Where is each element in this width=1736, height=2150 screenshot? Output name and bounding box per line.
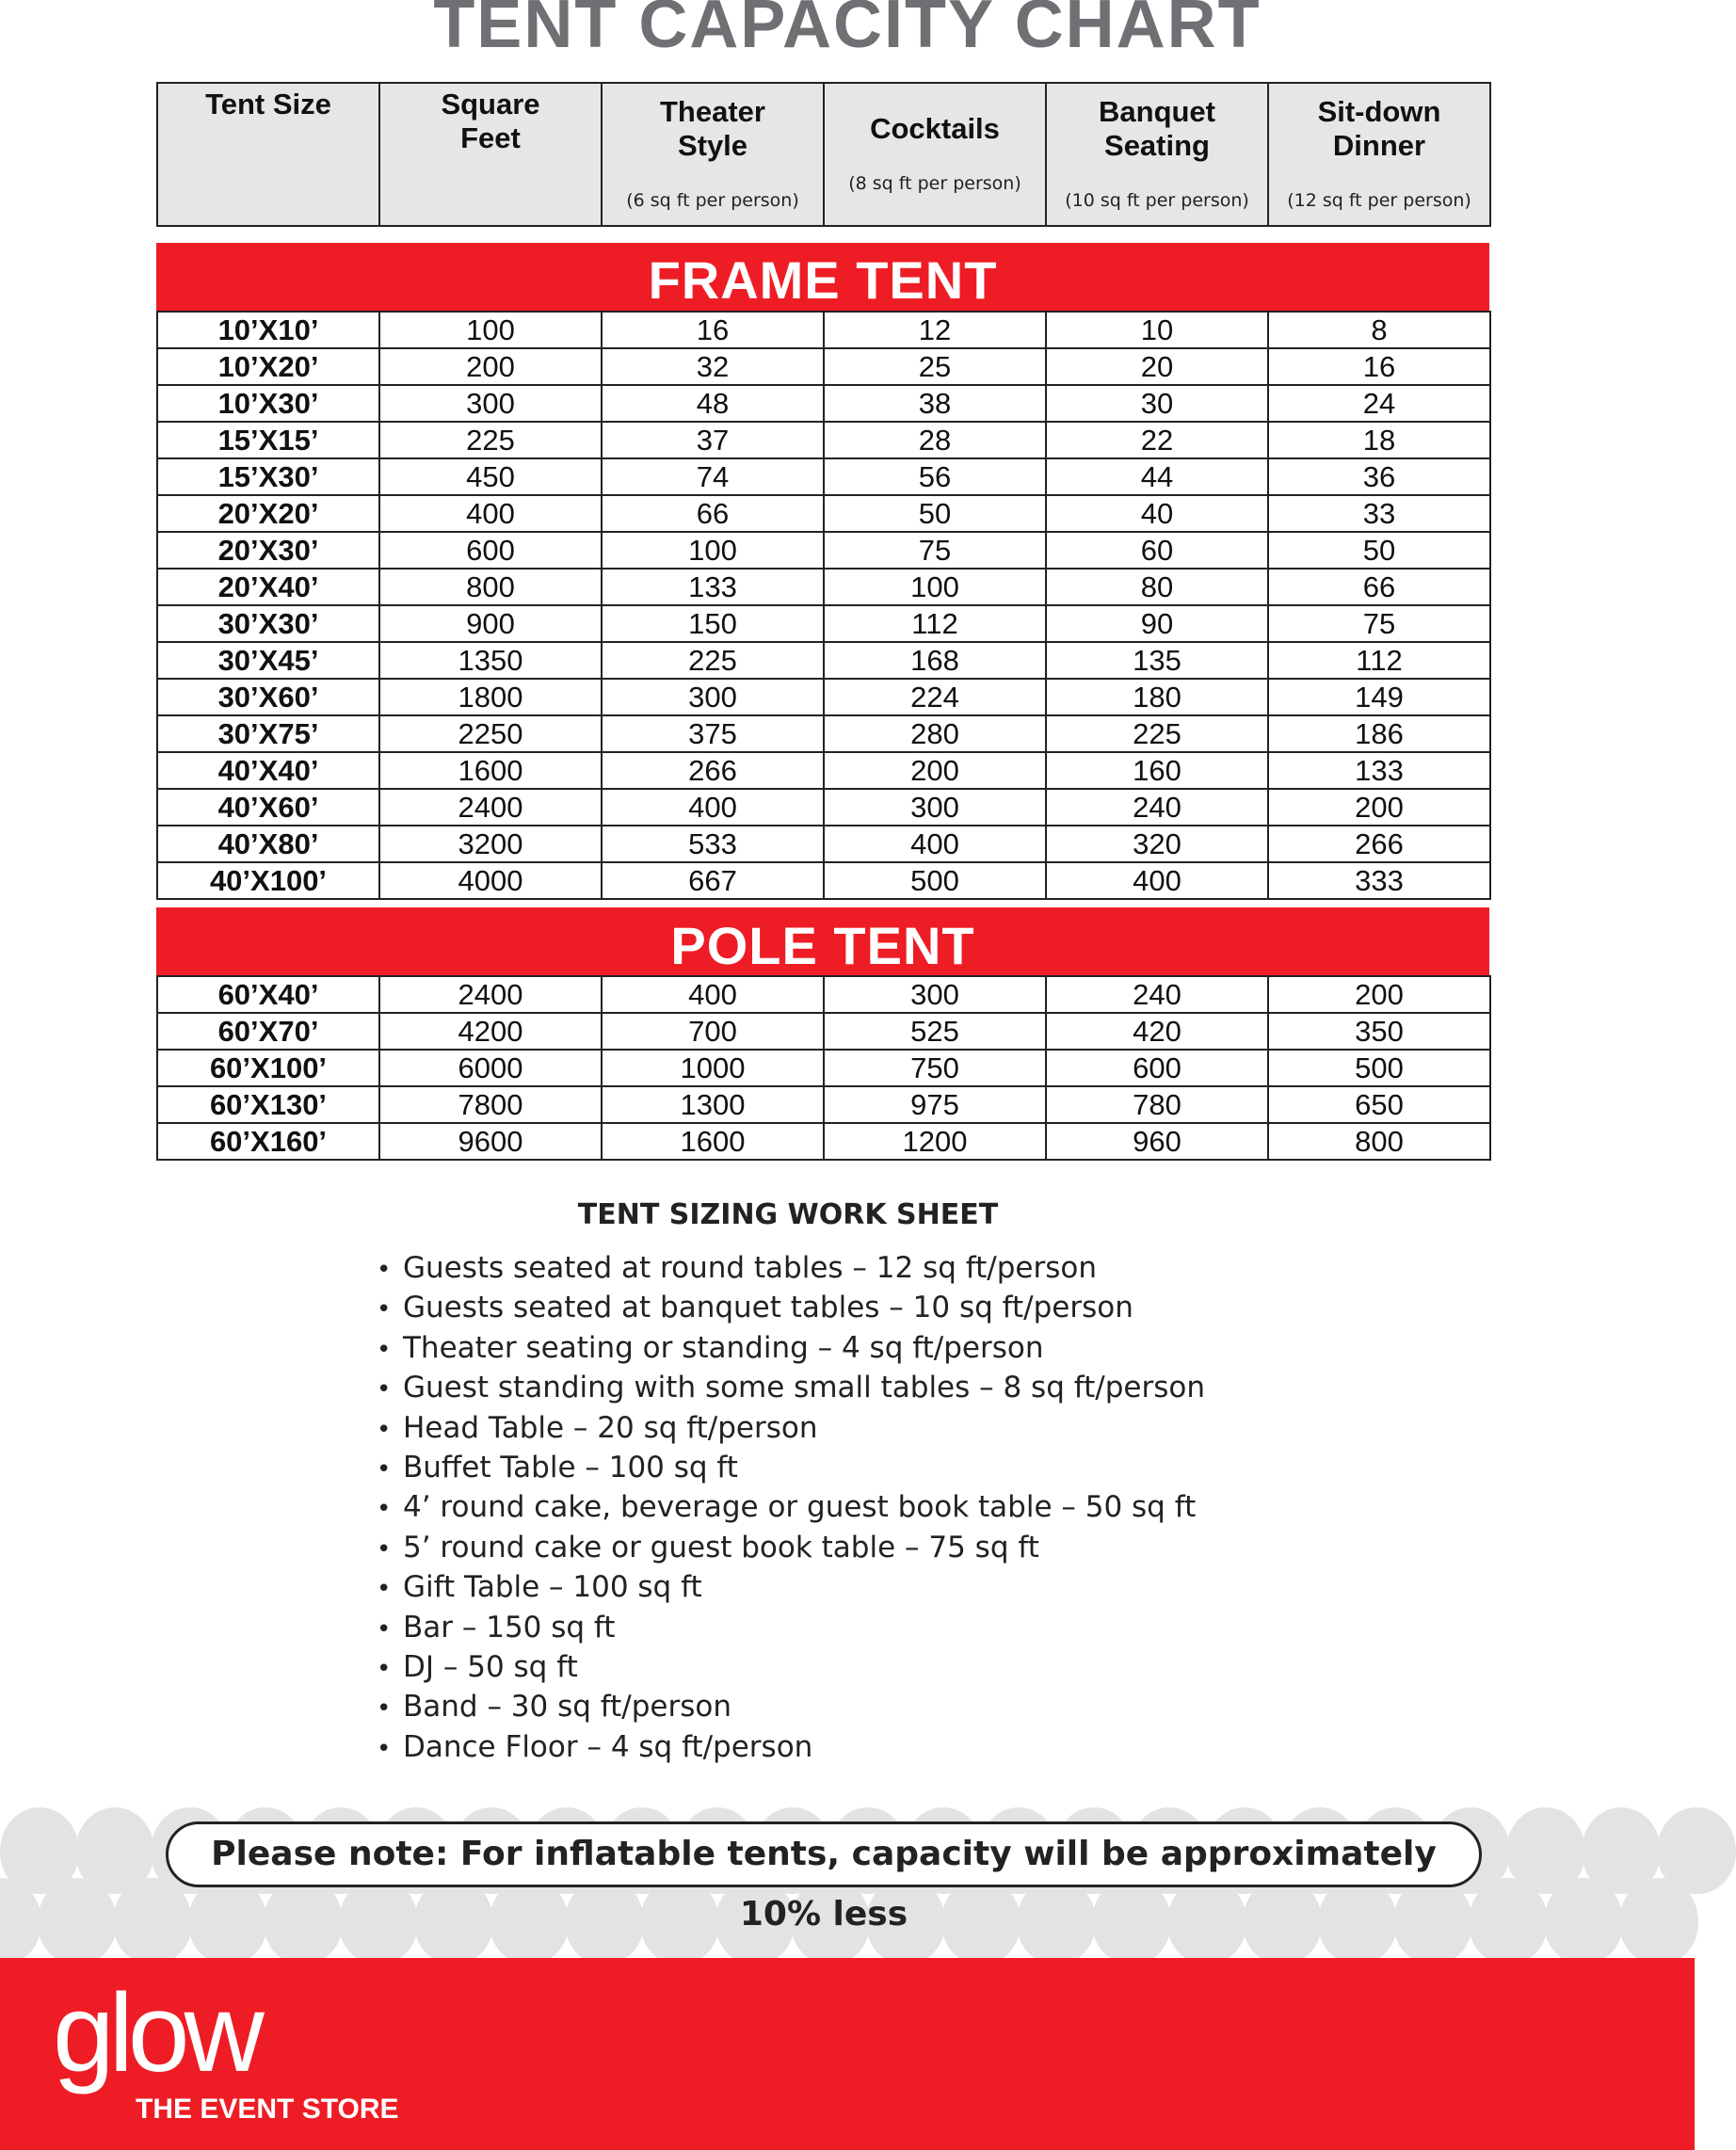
capacity-cell: 18 — [1268, 422, 1490, 458]
column-header-note: (10 sq ft per person) — [1065, 190, 1249, 211]
capacity-cell: 500 — [1268, 1050, 1490, 1086]
table-row — [157, 715, 1490, 752]
capacity-cell: 240 — [1046, 976, 1268, 1013]
column-header-row — [157, 83, 1490, 226]
bullet-icon: • — [377, 1256, 392, 1284]
balloon-shape — [1393, 1878, 1472, 1965]
worksheet-list — [377, 1248, 1205, 1767]
column-header-table — [156, 82, 1491, 227]
capacity-cell: 400 — [379, 495, 602, 532]
capacity-cell: 75 — [824, 532, 1046, 569]
column-header — [602, 83, 824, 226]
bullet-icon: • — [377, 1295, 392, 1324]
column-header-note: (12 sq ft per person) — [1287, 190, 1471, 211]
capacity-cell: 80 — [1046, 569, 1268, 605]
balloon-shape — [1544, 1878, 1623, 1965]
bullet-icon: • — [377, 1335, 392, 1364]
capacity-cell: 56 — [824, 458, 1046, 495]
capacity-cell: 240 — [1046, 789, 1268, 826]
capacity-cell: 533 — [602, 826, 824, 862]
capacity-cell: 975 — [824, 1086, 1046, 1123]
balloon-shape — [264, 1878, 343, 1965]
capacity-cell: 400 — [824, 826, 1046, 862]
list-item-text: 5’ round cake or guest book table – 75 sq ft — [403, 1530, 1039, 1564]
list-item-text: DJ – 50 sq ft — [403, 1649, 578, 1684]
list-item — [377, 1248, 1205, 1288]
capacity-cell: 37 — [602, 422, 824, 458]
list-item-text: Dance Floor – 4 sq ft/person — [403, 1729, 813, 1764]
tent-size-cell: 30’X60’ — [157, 679, 379, 715]
capacity-cell: 7800 — [379, 1086, 602, 1123]
capacity-cell: 12 — [824, 312, 1046, 348]
capacity-cell: 50 — [1268, 532, 1490, 569]
capacity-cell: 50 — [824, 495, 1046, 532]
capacity-cell: 700 — [602, 1013, 824, 1050]
balloon-shape — [1318, 1878, 1397, 1965]
capacity-cell: 28 — [824, 422, 1046, 458]
table-row — [157, 1123, 1490, 1160]
column-header — [379, 83, 602, 226]
logo-wordmark: glow — [53, 1971, 259, 2095]
capacity-cell: 1600 — [602, 1123, 824, 1160]
column-header — [1046, 83, 1268, 226]
list-item-text: Theater seating or standing – 4 sq ft/person — [403, 1330, 1044, 1365]
capacity-cell: 450 — [379, 458, 602, 495]
capacity-cell: 100 — [379, 312, 602, 348]
balloon-shape — [1243, 1878, 1322, 1965]
table-row — [157, 312, 1490, 348]
list-item-text: Band – 30 sq ft/person — [403, 1690, 732, 1725]
column-header-note: (6 sq ft per person) — [626, 190, 799, 211]
capacity-cell: 400 — [602, 789, 824, 826]
capacity-cell: 48 — [602, 385, 824, 422]
capacity-cell: 266 — [1268, 826, 1490, 862]
list-item — [377, 1567, 1205, 1607]
tent-size-cell: 60’X160’ — [157, 1123, 379, 1160]
capacity-cell: 200 — [824, 752, 1046, 789]
table-row — [157, 605, 1490, 642]
list-item — [377, 1288, 1205, 1327]
tent-size-cell: 40’X60’ — [157, 789, 379, 826]
list-item-text: Bar – 150 sq ft — [403, 1610, 616, 1645]
capacity-cell: 2250 — [379, 715, 602, 752]
list-item-text: Gift Table – 100 sq ft — [403, 1570, 702, 1605]
balloon-shape — [38, 1878, 117, 1965]
tent-size-cell: 60’X130’ — [157, 1086, 379, 1123]
capacity-cell: 300 — [824, 789, 1046, 826]
column-header-label: Square Feet — [441, 88, 540, 154]
table-row — [157, 1013, 1490, 1050]
list-item — [377, 1328, 1205, 1368]
capacity-cell: 36 — [1268, 458, 1490, 495]
tent-size-cell: 40’X100’ — [157, 862, 379, 899]
capacity-cell: 225 — [1046, 715, 1268, 752]
tent-size-cell: 40’X80’ — [157, 826, 379, 862]
capacity-cell: 168 — [824, 642, 1046, 679]
capacity-cell: 266 — [602, 752, 824, 789]
balloon-shape — [414, 1878, 493, 1965]
capacity-cell: 160 — [1046, 752, 1268, 789]
list-item-text: Buffet Table – 100 sq ft — [403, 1450, 738, 1484]
capacity-cell: 66 — [602, 495, 824, 532]
bullet-icon: • — [377, 1495, 392, 1524]
capacity-cell: 420 — [1046, 1013, 1268, 1050]
table-row — [157, 569, 1490, 605]
table-row — [157, 458, 1490, 495]
capacity-cell: 100 — [602, 532, 824, 569]
list-item — [377, 1647, 1205, 1687]
table-row — [157, 752, 1490, 789]
worksheet-title: TENT SIZING WORK SHEET — [577, 1198, 999, 1231]
list-item — [377, 1727, 1205, 1767]
capacity-cell: 320 — [1046, 826, 1268, 862]
capacity-cell: 6000 — [379, 1050, 602, 1086]
capacity-cell: 2400 — [379, 976, 602, 1013]
tent-size-cell: 40’X40’ — [157, 752, 379, 789]
balloon-shape — [1017, 1878, 1096, 1965]
balloon-shape — [490, 1878, 569, 1965]
capacity-cell: 30 — [1046, 385, 1268, 422]
table-row — [157, 789, 1490, 826]
capacity-cell: 300 — [379, 385, 602, 422]
capacity-cell: 38 — [824, 385, 1046, 422]
capacity-cell: 133 — [1268, 752, 1490, 789]
column-header-note: (8 sq ft per person) — [848, 173, 1021, 194]
capacity-cell: 112 — [824, 605, 1046, 642]
capacity-cell: 280 — [824, 715, 1046, 752]
logo-tagline: THE EVENT STORE — [136, 2094, 399, 2125]
capacity-cell: 375 — [602, 715, 824, 752]
list-item — [377, 1608, 1205, 1647]
capacity-cell: 225 — [379, 422, 602, 458]
tent-size-cell: 30’X45’ — [157, 642, 379, 679]
tent-size-cell: 20’X20’ — [157, 495, 379, 532]
table-row — [157, 385, 1490, 422]
list-item-text: Guests seated at round tables – 12 sq ft/person — [403, 1251, 1097, 1285]
list-item-text: 4’ round cake, beverage or guest book table – 50 sq ft — [403, 1490, 1197, 1525]
table-row — [157, 495, 1490, 532]
capacity-cell: 9600 — [379, 1123, 602, 1160]
glow-logo — [53, 1971, 399, 2127]
capacity-cell: 600 — [379, 532, 602, 569]
capacity-cell: 350 — [1268, 1013, 1490, 1050]
capacity-cell: 100 — [824, 569, 1046, 605]
capacity-cell: 200 — [1268, 789, 1490, 826]
tent-size-cell: 15’X30’ — [157, 458, 379, 495]
capacity-cell: 135 — [1046, 642, 1268, 679]
bullet-icon: • — [377, 1415, 392, 1444]
balloon-shape — [941, 1878, 1021, 1965]
bullet-icon: • — [377, 1454, 392, 1484]
capacity-cell: 4200 — [379, 1013, 602, 1050]
capacity-cell: 300 — [824, 976, 1046, 1013]
frame-tent-banner: FRAME TENT — [156, 243, 1489, 311]
capacity-cell: 10 — [1046, 312, 1268, 348]
capacity-cell: 1300 — [602, 1086, 824, 1123]
bullet-icon: • — [377, 1654, 392, 1683]
capacity-cell: 400 — [1046, 862, 1268, 899]
list-item — [377, 1687, 1205, 1726]
capacity-cell: 600 — [1046, 1050, 1268, 1086]
tent-size-cell: 30’X75’ — [157, 715, 379, 752]
capacity-cell: 60 — [1046, 532, 1268, 569]
frame-tent-table — [156, 311, 1491, 900]
balloon-shape — [565, 1878, 644, 1965]
capacity-cell: 2400 — [379, 789, 602, 826]
tent-size-cell: 60’X100’ — [157, 1050, 379, 1086]
capacity-cell: 33 — [1268, 495, 1490, 532]
list-item — [377, 1368, 1205, 1407]
column-header-label: Theater Style — [660, 95, 765, 162]
capacity-cell: 333 — [1268, 862, 1490, 899]
balloon-shape — [188, 1878, 267, 1965]
capacity-cell: 1350 — [379, 642, 602, 679]
capacity-cell: 1200 — [824, 1123, 1046, 1160]
capacity-cell: 75 — [1268, 605, 1490, 642]
capacity-cell: 24 — [1268, 385, 1490, 422]
capacity-cell: 200 — [379, 348, 602, 385]
list-item — [377, 1408, 1205, 1448]
tent-size-cell: 60’X40’ — [157, 976, 379, 1013]
column-header — [824, 83, 1046, 226]
bullet-icon: • — [377, 1375, 392, 1404]
tent-size-cell: 15’X15’ — [157, 422, 379, 458]
bullet-icon: • — [377, 1614, 392, 1644]
balloon-shape — [640, 1878, 719, 1965]
capacity-cell: 800 — [1268, 1123, 1490, 1160]
balloon-shape — [113, 1878, 192, 1965]
capacity-cell: 20 — [1046, 348, 1268, 385]
tent-size-cell: 20’X40’ — [157, 569, 379, 605]
capacity-cell: 224 — [824, 679, 1046, 715]
table-row — [157, 642, 1490, 679]
capacity-cell: 4000 — [379, 862, 602, 899]
table-row — [157, 422, 1490, 458]
bullet-icon: • — [377, 1694, 392, 1724]
capacity-cell: 200 — [1268, 976, 1490, 1013]
tent-size-cell: 10’X20’ — [157, 348, 379, 385]
column-header-label: Sit-down Dinner — [1317, 95, 1441, 162]
tent-size-cell: 20’X30’ — [157, 532, 379, 569]
tent-size-cell: 60’X70’ — [157, 1013, 379, 1050]
capacity-cell: 650 — [1268, 1086, 1490, 1123]
table-row — [157, 679, 1490, 715]
capacity-cell: 225 — [602, 642, 824, 679]
tent-size-cell: 10’X30’ — [157, 385, 379, 422]
capacity-cell: 667 — [602, 862, 824, 899]
capacity-cell: 900 — [379, 605, 602, 642]
capacity-cell: 40 — [1046, 495, 1268, 532]
capacity-cell: 16 — [602, 312, 824, 348]
tent-size-cell: 30’X30’ — [157, 605, 379, 642]
capacity-cell: 44 — [1046, 458, 1268, 495]
inflatable-note: Please note: For inflatable tents, capacity will be approximately 10% less — [166, 1821, 1482, 1887]
balloon-shape — [1167, 1878, 1246, 1965]
column-header-label: Banquet Seating — [1099, 95, 1215, 162]
capacity-cell: 1600 — [379, 752, 602, 789]
page-title: TENT CAPACITY CHART — [433, 0, 1262, 62]
capacity-cell: 800 — [379, 569, 602, 605]
table-row — [157, 1050, 1490, 1086]
capacity-cell: 525 — [824, 1013, 1046, 1050]
column-header — [157, 83, 379, 226]
capacity-cell: 3200 — [379, 826, 602, 862]
tent-size-cell: 10’X10’ — [157, 312, 379, 348]
balloon-shape — [1619, 1878, 1698, 1965]
capacity-cell: 300 — [602, 679, 824, 715]
capacity-cell: 1000 — [602, 1050, 824, 1086]
balloon-shape — [339, 1878, 418, 1965]
column-header — [1268, 83, 1490, 226]
capacity-cell: 74 — [602, 458, 824, 495]
list-item-text: Guests seated at banquet tables – 10 sq ft/person — [403, 1291, 1133, 1325]
list-item — [377, 1448, 1205, 1487]
table-row — [157, 348, 1490, 385]
capacity-cell: 150 — [602, 605, 824, 642]
capacity-cell: 66 — [1268, 569, 1490, 605]
list-item — [377, 1487, 1205, 1527]
table-row — [157, 532, 1490, 569]
capacity-cell: 180 — [1046, 679, 1268, 715]
capacity-cell: 16 — [1268, 348, 1490, 385]
pole-tent-table — [156, 975, 1491, 1161]
table-row — [157, 862, 1490, 899]
list-item-text: Guest standing with some small tables – 8 sq ft/person — [403, 1371, 1205, 1405]
column-header-label: Tent Size — [205, 88, 331, 120]
capacity-cell: 32 — [602, 348, 824, 385]
capacity-cell: 8 — [1268, 312, 1490, 348]
list-item — [377, 1528, 1205, 1567]
capacity-cell: 500 — [824, 862, 1046, 899]
capacity-cell: 133 — [602, 569, 824, 605]
capacity-cell: 400 — [602, 976, 824, 1013]
capacity-cell: 22 — [1046, 422, 1268, 458]
balloon-shape — [1469, 1878, 1548, 1965]
table-row — [157, 1086, 1490, 1123]
column-header-label: Cocktails — [870, 112, 1000, 145]
capacity-cell: 780 — [1046, 1086, 1268, 1123]
bullet-icon: • — [377, 1534, 392, 1564]
capacity-cell: 186 — [1268, 715, 1490, 752]
capacity-cell: 90 — [1046, 605, 1268, 642]
table-row — [157, 826, 1490, 862]
capacity-cell: 750 — [824, 1050, 1046, 1086]
capacity-cell: 960 — [1046, 1123, 1268, 1160]
capacity-cell: 1800 — [379, 679, 602, 715]
balloon-shape — [1092, 1878, 1171, 1965]
list-item-text: Head Table – 20 sq ft/person — [403, 1410, 818, 1445]
capacity-cell: 25 — [824, 348, 1046, 385]
capacity-cell: 149 — [1268, 679, 1490, 715]
bullet-icon: • — [377, 1734, 392, 1763]
capacity-cell: 112 — [1268, 642, 1490, 679]
pole-tent-banner: POLE TENT — [156, 907, 1489, 977]
bullet-icon: • — [377, 1575, 392, 1604]
table-row — [157, 976, 1490, 1013]
